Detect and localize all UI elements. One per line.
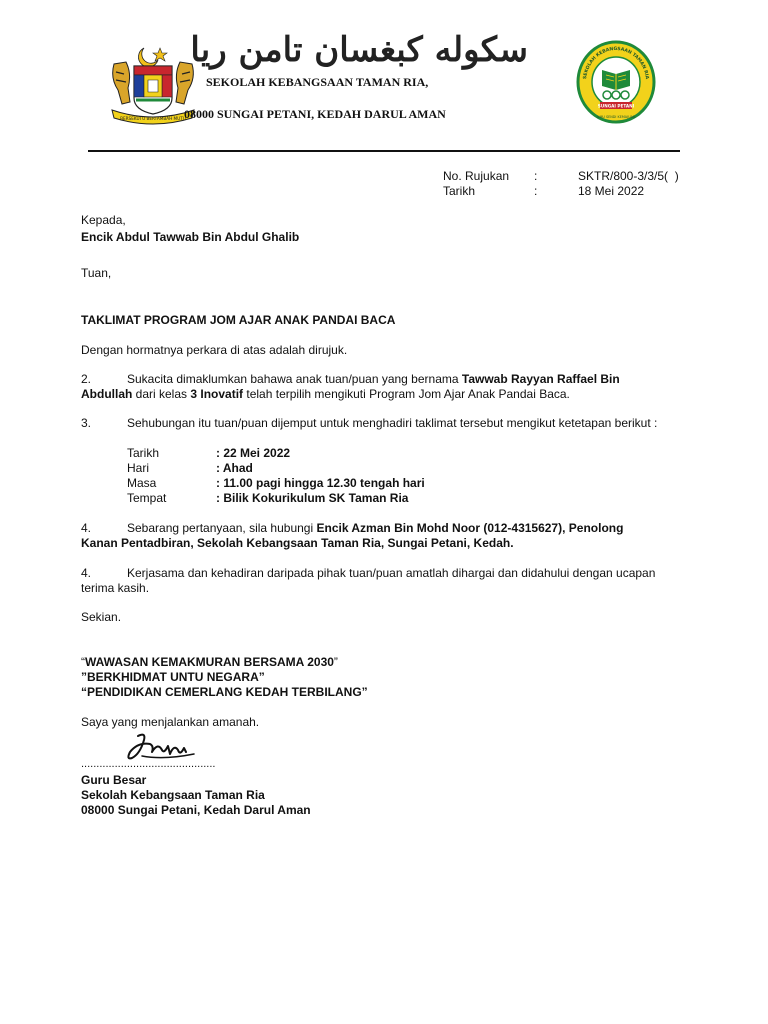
ref-label: No. Rujukan — [443, 169, 510, 183]
contact-person-cont: Kanan Pentadbiran, Sekolah Kebangsaan Taman Ria, Sungai Petani, Kedah. — [81, 536, 514, 550]
school-address: 08000 SUNGAI PETANI, KEDAH DARUL AMAN — [184, 107, 446, 121]
signatory-school: Sekolah Kebangsaan Taman Ria — [81, 788, 265, 802]
slogan-1 — [81, 655, 338, 669]
recipient-name: Encik Abdul Tawwab Bin Abdul Ghalib — [81, 230, 300, 244]
class-name: 3 Inovatif — [190, 387, 244, 401]
slogan-3-text: PENDIDIKAN CEMERLANG KEDAH TERBILANG — [87, 685, 362, 699]
slogan-2-open: ” — [81, 670, 87, 684]
date-value: 18 Mei 2022 — [578, 184, 645, 198]
para-2-line-2 — [81, 387, 570, 401]
signatory-title: Guru Besar — [81, 773, 147, 787]
ref-value: SKTR/800-3/3/5( ) — [578, 169, 679, 183]
school-logo-bottom-text: SUNGAI PETANI — [597, 103, 635, 109]
trust-line: Saya yang menjalankan amanah. — [81, 715, 260, 729]
slogan-1-open: “ — [81, 655, 85, 669]
detail-value-venue: : Bilik Kokurikulum SK Taman Ria — [216, 491, 409, 505]
signature-dots: ............................................ — [81, 758, 216, 770]
para-4-line-1 — [127, 521, 623, 535]
para-3-text: Sehubungan itu tuan/puan dijemput untuk menghadiri taklimat tersebut mengikut ketetapan berikut : — [127, 416, 658, 430]
detail-label-venue: Tempat — [127, 491, 167, 505]
slogan-3 — [81, 685, 368, 699]
closing-line: Sekian. — [81, 610, 122, 624]
signatory-address: 08000 Sungai Petani, Kedah Darul Aman — [81, 803, 311, 817]
school-logo-icon — [576, 40, 656, 124]
para-2-text-2: dari kelas — [132, 387, 191, 401]
para-5-line-1: Kerjasama dan kehadiran daripada pihak tuan/puan amatlah dihargai dan didahului dengan ucapan — [127, 566, 656, 580]
school-name: SEKOLAH KEBANGSAAN TAMAN RIA, — [206, 75, 429, 89]
slogan-1-close: ” — [333, 655, 338, 669]
recipient-label: Kepada, — [81, 213, 126, 227]
jawi-school-name: سکوله کبغسان تامن ريا — [190, 30, 528, 70]
para-5-number: 4. — [81, 566, 92, 580]
slogan-2-text: BERKHIDMAT UNTU NEGARA — [87, 670, 259, 684]
school-logo-motto: ILMU SENDI KEMAJUAN — [596, 115, 636, 119]
para-4-number: 4. — [81, 521, 92, 535]
para-2-line-1 — [127, 372, 620, 386]
slogan-3-close: ” — [361, 685, 368, 699]
detail-label-date: Tarikh — [127, 446, 160, 460]
slogan-2-close: ” — [258, 670, 265, 684]
subject-line: TAKLIMAT PROGRAM JOM AJAR ANAK PANDAI BACA — [81, 313, 396, 327]
para-3-number: 3. — [81, 416, 92, 430]
letterhead-divider — [88, 150, 680, 152]
slogan-1-text: WAWASAN KEMAKMURAN BERSAMA 2030 — [85, 655, 334, 669]
detail-value-time: : 11.00 pagi hingga 12.30 tengah hari — [216, 476, 425, 490]
student-name: Tawwab Rayyan Raffael Bin — [461, 372, 620, 386]
para-4-text: Sebarang pertanyaan, sila hubungi — [127, 521, 317, 535]
para-2-text-3: telah terpilih mengikuti Program Jom Ajar Anak Pandai Baca. — [243, 387, 570, 401]
detail-label-time: Masa — [127, 476, 157, 490]
salutation: Tuan, — [81, 266, 112, 280]
slogan-2 — [81, 670, 265, 684]
date-label: Tarikh — [443, 184, 476, 198]
school-logo-top-text: SEKOLAH KEBANGSAAN TAMAN RIA — [583, 46, 649, 80]
detail-label-day: Hari — [127, 461, 150, 475]
opening-line: Dengan hormatnya perkara di atas adalah dirujuk. — [81, 343, 348, 357]
detail-value-day: : Ahad — [216, 461, 253, 475]
para-2-number: 2. — [81, 372, 92, 386]
para-2-text: Sukacita dimaklumkan bahawa anak tuan/puan yang bernama — [127, 372, 462, 386]
contact-person: Encik Azman Bin Mohd Noor (012-4315627), Penolong — [316, 521, 624, 535]
para-5-line-2: terima kasih. — [81, 581, 150, 595]
ref-separator: : — [534, 169, 538, 183]
date-separator: : — [534, 184, 538, 198]
student-name-cont: Abdullah — [81, 387, 133, 401]
slogan-3-open: “ — [81, 685, 87, 699]
detail-value-date: : 22 Mei 2022 — [216, 446, 291, 460]
crest-motto: BERSEKUTU BERTAMBAH MUTU — [120, 116, 186, 121]
